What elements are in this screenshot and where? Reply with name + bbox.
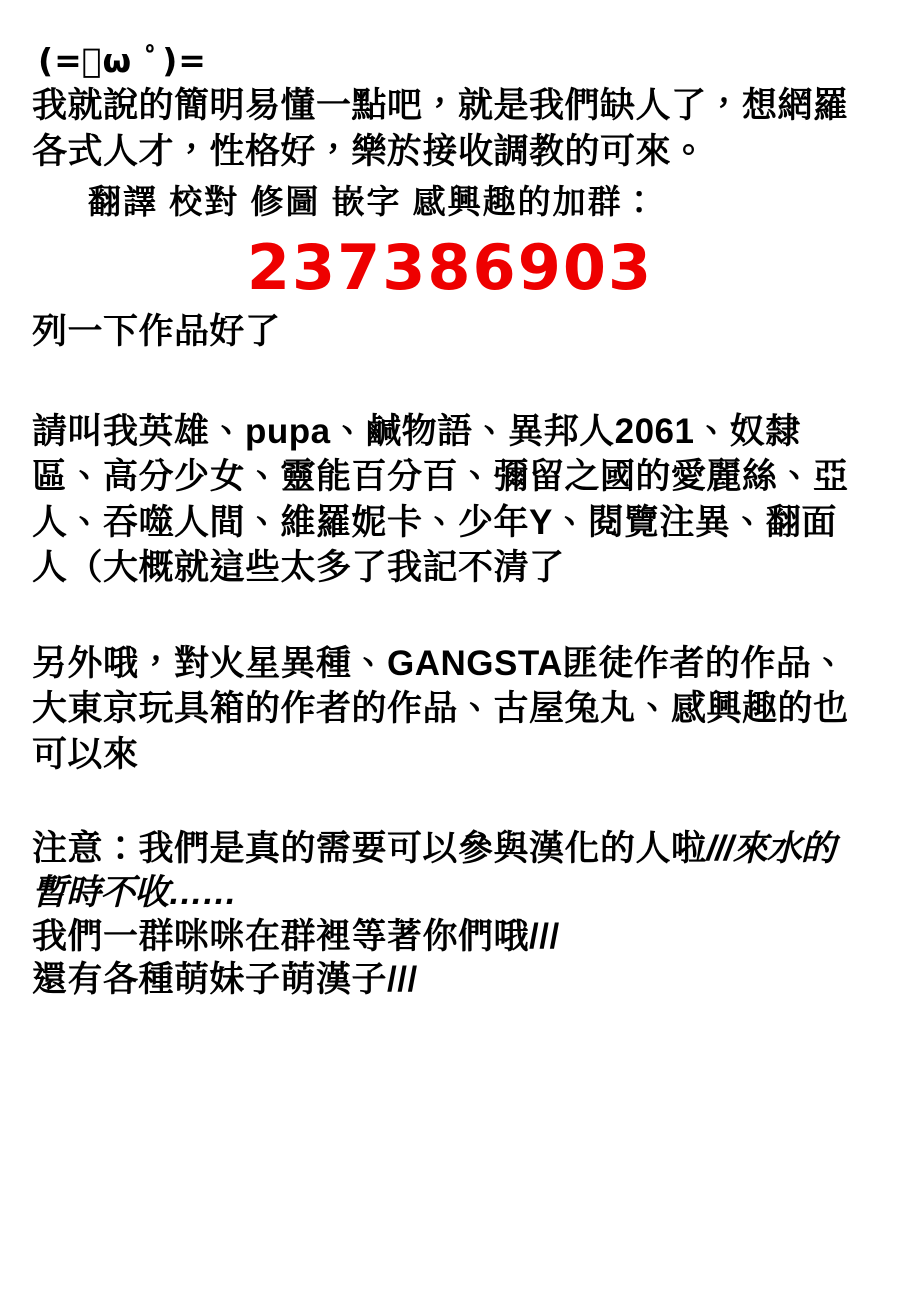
qq-group-number: 237386903: [246, 230, 654, 304]
other-authors-line: 另外哦，對火星異種、GANGSTA匪徒作者的作品、大東京玩具箱的作者的作品、古屋兔丸、感興趣的也可以來: [32, 643, 849, 774]
kaomoji-emoticon: (=ﾟω ﾟ)=: [38, 41, 207, 80]
works-list: 請叫我英雄、pupa、鹹物語、異邦人2061、奴隸區、高分少女、靈能百分百、彌留之國的愛麗絲、亞人、吞噬人間、維羅妮卡、少年Y、閱覽注異、翻面人（大概就這些太多了我記不清了: [32, 411, 849, 588]
notice-line-3: 還有各種萌妹子萌漢子///: [32, 960, 418, 1000]
notice-line-1: [32, 827, 868, 915]
spacer: [32, 591, 868, 641]
spacer: [32, 355, 868, 409]
notice-line-1-suffix: ///來水的暫時不收……: [32, 829, 835, 912]
works-heading: 列一下作品好了: [32, 312, 281, 352]
notice-line-1-text: 注意：我們是真的需要可以參與漢化的人啦: [32, 829, 707, 869]
intro-paragraph: 我就說的簡明易懂一點吧，就是我們缺人了，想網羅各式人才，性格好，樂於接收調教的可來。: [32, 86, 849, 171]
notice-line-2: 我們一群咪咪在群裡等著你們哦///: [32, 916, 560, 956]
recruit-roles-line: 翻譯 校對 修圖 嵌字 感興趣的加群：: [88, 183, 658, 221]
spacer: [32, 777, 868, 827]
notice-block: [32, 827, 868, 1002]
